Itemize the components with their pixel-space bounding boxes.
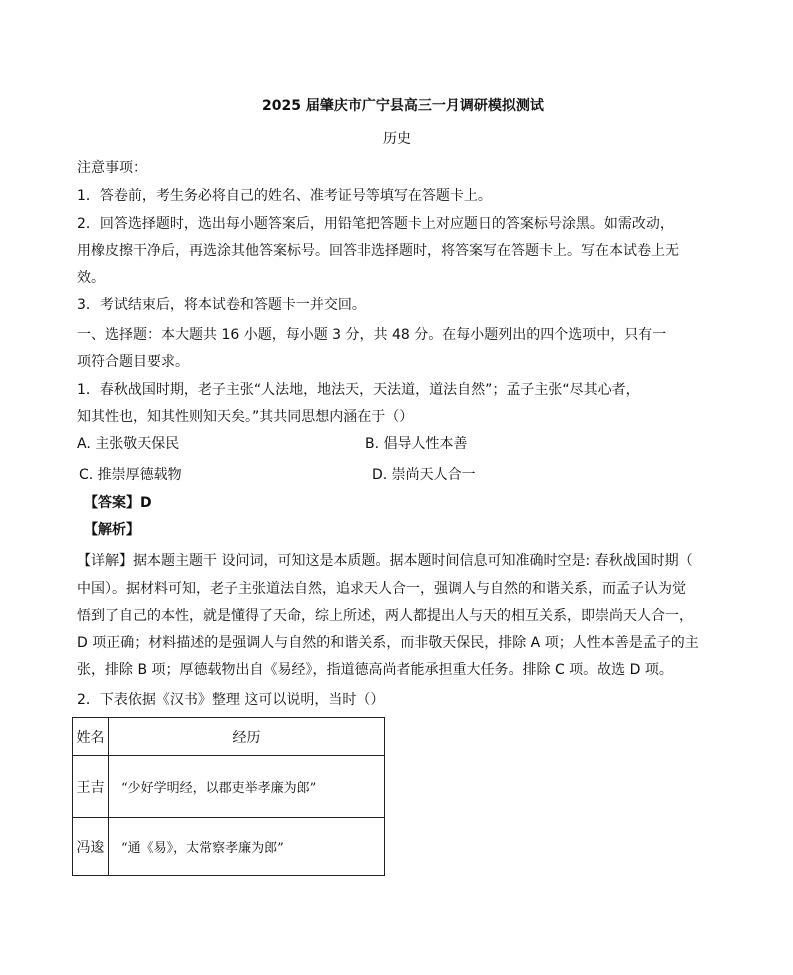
option-b: B. 倡导人性本善	[365, 436, 468, 452]
section-intro: 一、选择题：本大题共 16 小题，每小题 3 分，共 48 分。在每小题列出的四个选项中，只有一	[77, 327, 667, 343]
notice-item: 3．考试结束后，将本试卷和答题卡一并交回。	[77, 297, 366, 313]
notice-heading: 注意事项：	[77, 160, 147, 176]
detail-paragraph: 张，排除 B 项；厚德载物出自《易经》，指道德高尚者能承担重大任务。排除 C 项。故选 D 项。	[77, 662, 673, 678]
person-name: 王吉	[73, 756, 109, 818]
answer-label: 【答案】D	[84, 495, 152, 511]
question-1-stem: 1．春秋战国时期，老子主张“人法地，地法天，天法道，道法自然”；孟子主张“尽其心者，	[77, 382, 640, 398]
header-name: 姓名	[73, 718, 109, 756]
option-c: C. 推崇厚德载物	[79, 467, 182, 483]
table-header-row	[73, 718, 385, 756]
table-row	[73, 818, 385, 876]
detail-paragraph: D 项正确；材料描述的是强调人与自然的和谐关系，而非敬天保民，排除 A 项；人性本善是孟子的主	[77, 635, 699, 651]
exam-title: 2025 届肇庆市广宁县高三一月调研模拟测试	[262, 98, 544, 114]
notice-item: 用橡皮擦干净后，再选涂其他答案标号。回答非选择题时，将答案写在答题卡上。写在本试卷上无	[77, 243, 679, 259]
notice-item: 效。	[77, 270, 105, 286]
section-intro: 项符合题目要求。	[77, 354, 189, 370]
analysis-label: 【解析】	[84, 522, 140, 538]
person-experience: “少好学明经，以郡吏举孝廉为郎”	[109, 756, 385, 818]
question-1-stem: 知其性也，知其性则知天矣。”其共同思想内涵在于（）	[77, 409, 414, 425]
notice-item: 1．答卷前，考生务必将自己的姓名、准考证号等填写在答题卡上。	[77, 188, 492, 204]
detail-paragraph: 悟到了自己的本性，就是懂得了天命，综上所述，两人都提出人与天的相互关系，即崇尚天人合一，	[77, 608, 693, 624]
subject-title: 历史	[383, 131, 411, 147]
history-table	[72, 717, 385, 876]
table-row	[73, 756, 385, 818]
detail-paragraph: 中国）。据材料可知，老子主张道法自然，追求天人合一，强调人与自然的和谐关系，而孟子认为觉	[77, 581, 686, 597]
notice-item: 2．回答选择题时，选出每小题答案后，用铅笔把答题卡上对应题日的答案标号涂黑。如需改动，	[77, 216, 674, 232]
header-experience: 经历	[109, 718, 385, 756]
option-d: D. 崇尚天人合一	[372, 467, 476, 483]
person-name: 冯逡	[73, 818, 109, 876]
person-experience: “通《易》，太常察孝廉为郎”	[109, 818, 385, 876]
question-2-stem: 2．下表依据《汉书》整理 这可以说明，当时（）	[77, 692, 385, 708]
detail-paragraph: 【详解】据本题主题干 设问词，可知这是本质题。据本题时间信息可知准确时空是: 春秋战国时期（	[77, 553, 693, 569]
option-a: A. 主张敬天保民	[77, 436, 180, 452]
